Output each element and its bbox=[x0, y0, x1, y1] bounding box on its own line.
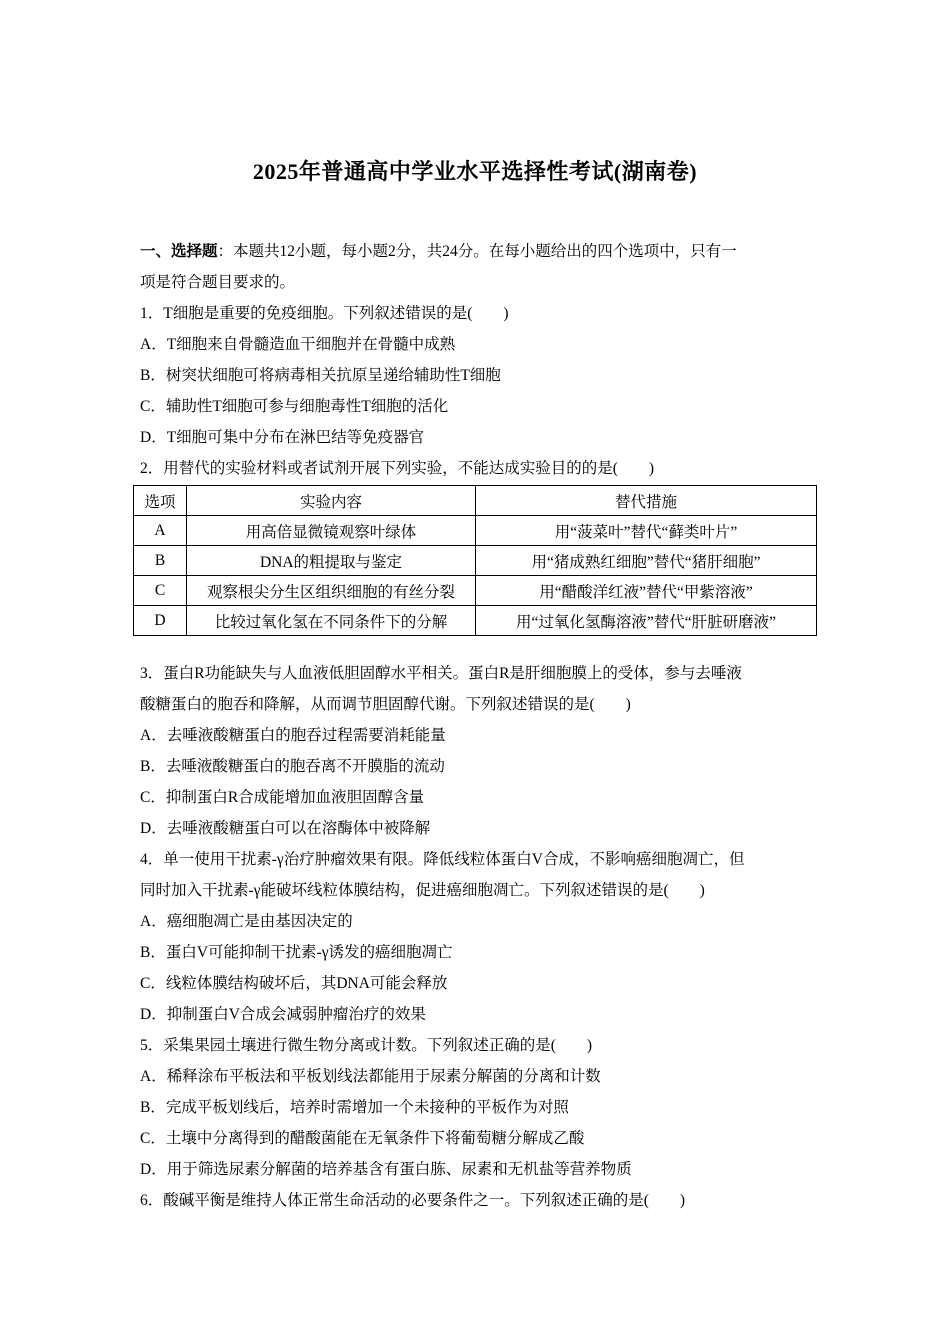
question-6-stem: 6．酸碱平衡是维持人体正常生命活动的必要条件之一。下列叙述正确的是( ) bbox=[140, 1192, 686, 1209]
table-cell: 用“菠菜叶”替代“藓类叶片” bbox=[476, 516, 817, 546]
table-cell: B bbox=[134, 546, 187, 576]
question-4-option-b: B．蛋白V可能抑制干扰素-γ诱发的癌细胞凋亡 bbox=[140, 944, 453, 961]
table-row bbox=[134, 576, 817, 606]
page-title: 2025年普通高中学业水平选择性考试(湖南卷) bbox=[252, 159, 698, 184]
table-header-cell: 选项 bbox=[134, 486, 187, 516]
table-cell: DNA的粗提取与鉴定 bbox=[187, 546, 476, 576]
table-cell: 用“过氧化氢酶溶液”替代“肝脏研磨液” bbox=[476, 606, 817, 636]
table-row bbox=[134, 606, 817, 636]
question-1-option-d: D．T细胞可集中分布在淋巴结等免疫器官 bbox=[140, 429, 425, 446]
section-intro bbox=[140, 236, 820, 267]
table-cell: 比较过氧化氢在不同条件下的分解 bbox=[187, 606, 476, 636]
question-3-option-a: A．去唾液酸糖蛋白的胞吞过程需要消耗能量 bbox=[140, 727, 446, 744]
table-header-row bbox=[134, 486, 817, 516]
table-row bbox=[134, 546, 817, 576]
question-2-stem: 2．用替代的实验材料或者试剂开展下列实验，不能达成实验目的的是( ) bbox=[140, 460, 655, 477]
spacer bbox=[140, 636, 820, 658]
section-intro-text: ：本题共12小题，每小题2分，共24分。在每小题给出的四个选项中，只有一 bbox=[217, 243, 737, 260]
question-3-option-b: B．去唾液酸糖蛋白的胞吞离不开膜脂的流动 bbox=[140, 758, 445, 775]
question-4-stem: 4．单一使用干扰素-γ治疗肿瘤效果有限。降低线粒体蛋白V合成，不影响癌细胞凋亡，但 bbox=[140, 851, 745, 868]
question-5-option-a: A．稀释涂布平板法和平板划线法都能用于尿素分解菌的分离和计数 bbox=[140, 1068, 601, 1085]
table-header-cell: 替代措施 bbox=[476, 486, 817, 516]
table-cell: C bbox=[134, 576, 187, 606]
question-4-option-a: A．癌细胞凋亡是由基因决定的 bbox=[140, 913, 353, 930]
table-cell: 用“醋酸洋红液”替代“甲紫溶液” bbox=[476, 576, 817, 606]
table-cell: 用高倍显微镜观察叶绿体 bbox=[187, 516, 476, 546]
question-1-option-a: A．T细胞来自骨髓造血干细胞并在骨髓中成熟 bbox=[140, 336, 456, 353]
table-cell: D bbox=[134, 606, 187, 636]
question-1-option-c: C．辅助性T细胞可参与细胞毒性T细胞的活化 bbox=[140, 398, 449, 415]
experiment-table bbox=[133, 485, 817, 636]
question-3-stem: 3．蛋白R功能缺失与人血液低胆固醇水平相关。蛋白R是肝细胞膜上的受体，参与去唾液 bbox=[140, 665, 742, 682]
section-intro-continued: 项是符合题目要求的。 bbox=[140, 274, 296, 291]
question-4-option-d: D．抑制蛋白V合成会减弱肿瘤治疗的效果 bbox=[140, 1006, 426, 1023]
section-heading: 一、选择题 bbox=[140, 243, 218, 260]
question-5-stem: 5．采集果园土壤进行微生物分离或计数。下列叙述正确的是( ) bbox=[140, 1037, 593, 1054]
question-1-option-b: B．树突状细胞可将病毒相关抗原呈递给辅助性T细胞 bbox=[140, 367, 501, 384]
question-3-option-d: D．去唾液酸糖蛋白可以在溶酶体中被降解 bbox=[140, 820, 431, 837]
question-5-option-b: B．完成平板划线后，培养时需增加一个未接种的平板作为对照 bbox=[140, 1099, 569, 1116]
question-3-option-c: C．抑制蛋白R合成能增加血液胆固醇含量 bbox=[140, 789, 425, 806]
question-5-option-d: D．用于筛选尿素分解菌的培养基含有蛋白胨、尿素和无机盐等营养物质 bbox=[140, 1161, 632, 1178]
table-cell: 用“猪成熟红细胞”替代“猪肝细胞” bbox=[476, 546, 817, 576]
question-3-stem-continued: 酸糖蛋白的胞吞和降解，从而调节胆固醇代谢。下列叙述错误的是( ) bbox=[140, 696, 631, 713]
table-row bbox=[134, 516, 817, 546]
table-cell: A bbox=[134, 516, 187, 546]
table-cell: 观察根尖分生区组织细胞的有丝分裂 bbox=[187, 576, 476, 606]
table-header-cell: 实验内容 bbox=[187, 486, 476, 516]
question-5-option-c: C．土壤中分离得到的醋酸菌能在无氧条件下将葡萄糖分解成乙酸 bbox=[140, 1130, 585, 1147]
exam-content bbox=[140, 236, 820, 1216]
question-1-stem: 1．T细胞是重要的免疫细胞。下列叙述错误的是( ) bbox=[140, 305, 509, 322]
question-4-stem-continued: 同时加入干扰素-γ能破坏线粒体膜结构，促进癌细胞凋亡。下列叙述错误的是( ) bbox=[140, 882, 705, 899]
question-4-option-c: C．线粒体膜结构破坏后，其DNA可能会释放 bbox=[140, 975, 448, 992]
